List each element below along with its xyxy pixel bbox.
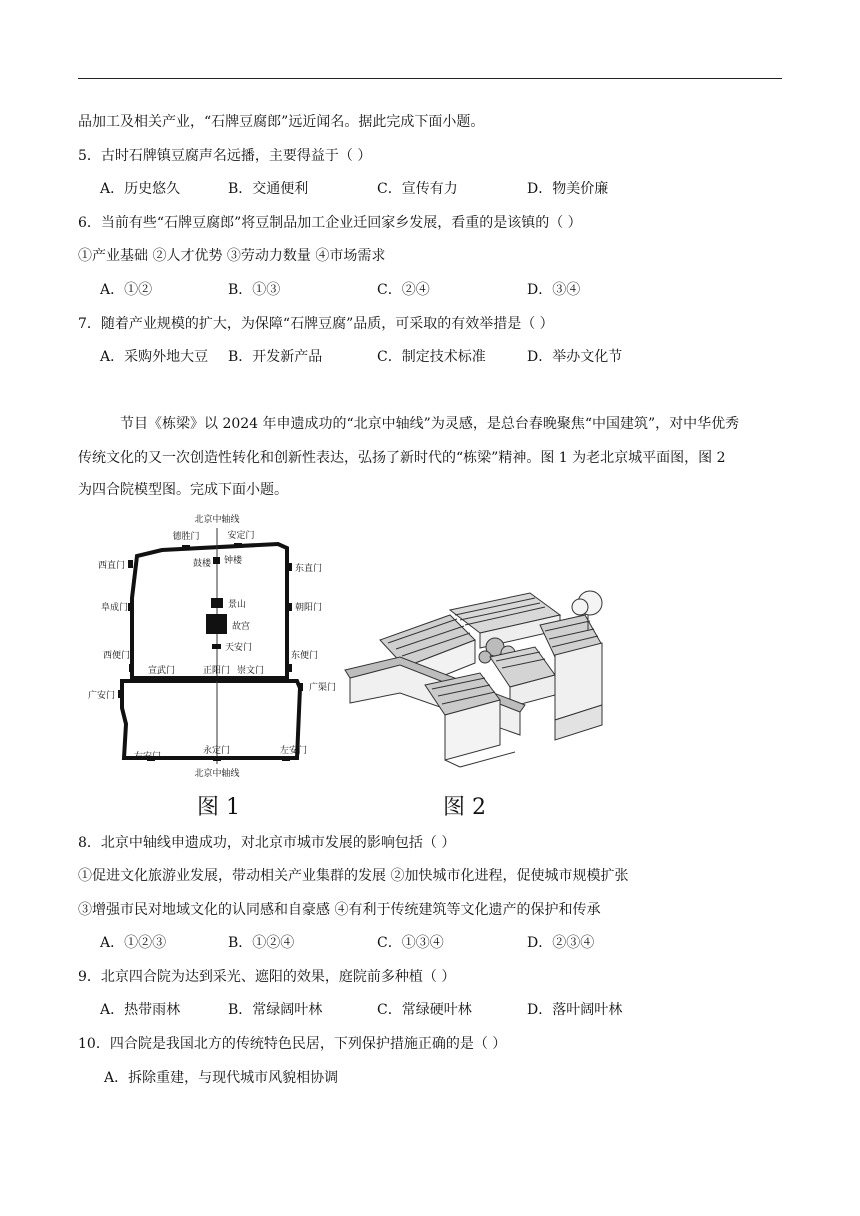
question-8-statements-line-2: ③增强市民对地域文化的认同感和自豪感 ④有利于传统建筑等文化遗产的保护和传承 — [78, 902, 601, 918]
axis-label-bottom: 北京中轴线 — [194, 769, 240, 779]
chaoyangmen-marker — [287, 603, 292, 611]
chaoyangmen-label: 朝阳门 — [295, 603, 323, 613]
guanganmen-label: 广安门 — [88, 691, 116, 701]
xizhimen-marker — [128, 560, 133, 568]
question-6-option-d[interactable]: D．③④ — [527, 282, 581, 298]
xuanwumen-marker — [158, 676, 166, 681]
figure-1-caption: 图 1 — [197, 795, 240, 820]
question-10-stem: 10．四合院是我国北方的传统特色民居，下列保护措施正确的是（ ） — [78, 1036, 507, 1052]
question-7-option-b[interactable]: B．开发新产品 — [228, 349, 323, 365]
question-7-option-d[interactable]: D．举办文化节 — [527, 349, 623, 365]
dongbianmen-label: 东便门 — [291, 651, 319, 661]
question-6-stem: 6．当前有些“石牌豆腐郎”将豆制品加工企业迁回家乡发展，看重的是该镇的（ ） — [78, 215, 582, 231]
jingshan-label: 景山 — [228, 600, 247, 610]
xuanwumen-label: 宣武门 — [148, 666, 176, 676]
question-5-option-b[interactable]: B．交通便利 — [228, 181, 309, 197]
question-5-stem: 5．古时石牌镇豆腐声名远播，主要得益于（ ） — [78, 148, 372, 164]
question-10-option-a[interactable]: A．拆除重建，与现代城市风貌相协调 — [104, 1070, 339, 1086]
question-7-option-c[interactable]: C．制定技术标准 — [377, 349, 486, 365]
gugong-marker — [206, 614, 227, 634]
axis-label-top: 北京中轴线 — [194, 515, 240, 525]
question-9-option-d[interactable]: D．落叶阔叶林 — [527, 1002, 623, 1018]
yongdingmen-marker — [213, 756, 221, 761]
gugong-label: 故宫 — [232, 622, 251, 632]
figure-1-beijing-map — [82, 508, 352, 786]
question-9-stem: 9．北京四合院为达到采光、遮阳的效果，庭院前多种植（ ） — [78, 969, 456, 985]
gate-markers — [118, 543, 303, 761]
passage-line-3: 为四合院模型图。完成下面小题。 — [78, 482, 288, 498]
question-6-option-b[interactable]: B．①③ — [228, 282, 281, 298]
question-5-option-a[interactable]: A．历史悠久 — [100, 181, 181, 197]
dongbianmen-marker — [287, 664, 292, 672]
question-6-option-c[interactable]: C．②④ — [377, 282, 430, 298]
yongdingmen-label: 永定门 — [203, 746, 231, 756]
xibianmen-label: 西便门 — [103, 651, 131, 661]
jingshan-marker — [211, 598, 223, 608]
question-9-option-c[interactable]: C．常绿硬叶林 — [377, 1002, 472, 1018]
passage-line-2: 传统文化的又一次创造性转化和创新性表达，弘扬了新时代的“栋梁”精神。图 1 为老北京城平面图，图 2 — [78, 450, 726, 466]
intro-tail: 品加工及相关产业，“石牌豆腐郎”远近闻名。据此完成下面小题。 — [78, 114, 485, 130]
zhengyangmen-marker — [213, 676, 221, 681]
dongzhimen-marker — [287, 563, 292, 571]
header-rule — [78, 78, 782, 79]
youanmen-label: 右安门 — [134, 752, 162, 762]
question-7-stem: 7．随着产业规模的扩大，为保障“石牌豆腐”品质，可采取的有效举措是（ ） — [78, 316, 554, 332]
question-5-option-d[interactable]: D．物美价廉 — [527, 181, 609, 197]
deshengmen-label: 德胜门 — [172, 532, 200, 542]
question-7-option-a[interactable]: A．采购外地大豆 — [100, 349, 209, 365]
question-8-option-a[interactable]: A．①②③ — [100, 935, 167, 951]
question-5-option-c[interactable]: C．宣传有力 — [377, 181, 458, 197]
zuoanmen-marker — [282, 756, 290, 761]
chongwenmen-label: 崇文门 — [237, 666, 265, 676]
question-8-statements-line-1: ①促进文化旅游业发展，带动相关产业集群的发展 ②加快城市化进程，促使城市规模扩张 — [78, 868, 629, 884]
tiananmen-label: 天安门 — [225, 643, 253, 653]
figure-2-siheyuan-illustration — [340, 585, 612, 771]
dongzhimen-label: 东直门 — [295, 564, 323, 574]
question-6-option-a[interactable]: A．①② — [100, 282, 153, 298]
andingmen-marker — [234, 543, 242, 548]
xizhimen-label: 西直门 — [98, 561, 126, 571]
question-8-stem: 8．北京中轴线申遗成功，对北京市城市发展的影响包括（ ） — [78, 835, 456, 851]
question-9-option-a[interactable]: A．热带雨林 — [100, 1002, 181, 1018]
zuoanmen-label: 左安门 — [280, 746, 308, 756]
question-6-statements: ①产业基础 ②人才优势 ③劳动力数量 ④市场需求 — [78, 248, 386, 264]
passage — [78, 414, 782, 500]
chongwenmen-marker — [245, 676, 253, 681]
question-8-option-d[interactable]: D．②③④ — [527, 935, 595, 951]
guanganmen-marker — [118, 690, 123, 698]
fuchengmen-marker — [128, 603, 133, 611]
gulou-label: 鼓楼 — [193, 559, 212, 569]
zhonglou-label: 钟楼 — [224, 556, 243, 566]
tiananmen-marker — [212, 644, 221, 649]
question-8-option-b[interactable]: B．①②④ — [228, 935, 295, 951]
xibianmen-marker — [129, 664, 134, 672]
andingmen-label: 安定门 — [227, 531, 255, 541]
guangqumen-marker — [298, 683, 303, 691]
deshengmen-marker — [182, 545, 190, 550]
figure-2-caption: 图 2 — [443, 795, 486, 820]
guangqumen-label: 广渠门 — [309, 683, 337, 693]
zhengyangmen-label: 正阳门 — [203, 666, 231, 676]
fuchengmen-label: 阜成门 — [101, 603, 129, 613]
question-8-option-c[interactable]: C．①③④ — [377, 935, 444, 951]
passage-line-1: 节目《栋梁》以 2024 年申遗成功的“北京中轴线”为灵感，是总台春晚聚焦“中国建筑”，对中华优秀 — [120, 416, 740, 432]
question-9-option-b[interactable]: B．常绿阔叶林 — [228, 1002, 323, 1018]
gulou-marker — [213, 557, 220, 564]
